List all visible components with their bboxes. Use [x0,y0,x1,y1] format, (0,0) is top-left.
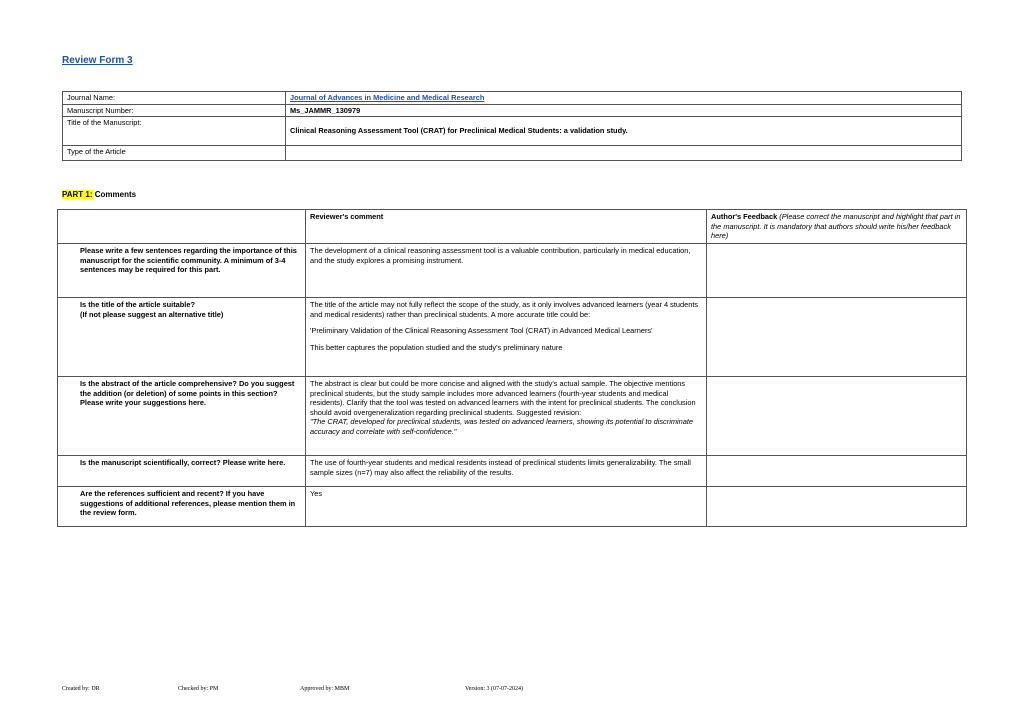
author-feedback-cell[interactable] [707,243,967,297]
info-row-title [63,117,962,146]
header-reviewer-comment: Reviewer's comment [306,210,707,244]
form-title [62,55,133,66]
table-row [58,297,967,376]
part1-rest: Comments [92,190,137,199]
info-row-manuscript [63,104,962,117]
header-author-feedback [707,210,967,244]
question-cell: Are the references sufficient and recent? If you have suggestions of additional references, please mention them in the review form. [58,486,306,526]
info-row-journal [63,92,962,105]
comment-paragraph: This better captures the population studied and the study's preliminary nature [310,342,563,352]
footer-version: Version: 3 (07-07-2024) [465,686,523,692]
reviewer-comment-cell: The use of fourth-year students and medical residents instead of preclinical students limits generalizability. The small sample sizes (n=7) may also affect the reliability of the results. [306,455,707,486]
comment-text: The abstract is clear but could be more concise and aligned with the study's actual sample. The objective mentions preclinical students, but the study sample includes more advanced learners (fourth-year students and medical residents). Clarify that the tool was tested on advanced learners with the intent for preclinical students. The conclusion should avoid overgeneralization regarding preclinical students. Suggested revision: [310,378,696,417]
comment-paragraph: 'Preliminary Validation of the Clinical Reasoning Assessment Tool (CRAT) in Advanced Medical Learners' [310,326,653,336]
reviewer-comment-cell: The development of a clinical reasoning assessment tool is a valuable contribution, particularly in medical education, and the study explores a promising instrument. [306,243,707,297]
comments-table [57,209,967,527]
type-label: Type of the Article [63,146,286,161]
author-feedback-cell[interactable] [707,297,967,376]
table-row [58,243,967,297]
reviewer-comment-cell [306,297,707,376]
manuscript-label: Manuscript Number: [63,104,286,117]
comments-header-row [58,210,967,244]
table-row [58,376,967,455]
part1-heading [62,190,136,199]
author-feedback-cell[interactable] [707,376,967,455]
type-value [286,146,962,161]
question-cell: Is the title of the article suitable? (If not please suggest an alternative title) [58,297,306,376]
question-cell: Is the manuscript scientifically, correct? Please write here. [58,455,306,486]
title-value: Clinical Reasoning Assessment Tool (CRAT) for Preclinical Medical Students: a validation study. [286,117,962,146]
question-cell: Is the abstract of the article comprehensive? Do you suggest the addition (or deletion) of some points in this section? Please write your suggestions here. [58,376,306,455]
comment-paragraph: The title of the article may not fully reflect the scope of the study, as it only involves advanced learners (year 4 students and medical residents) rather than preclinical students. A more accurate title could be: [310,299,699,319]
author-feedback-cell[interactable] [707,486,967,526]
title-label: Title of the Manuscript: [63,117,286,146]
author-feedback-title: Author's Feedback [711,212,778,221]
header-question-cell [58,210,306,244]
footer-checked: Checked by: PM [178,686,219,692]
journal-label: Journal Name: [63,92,286,105]
manuscript-value: Ms_JAMMR_130979 [286,104,962,117]
table-row [58,486,967,526]
manuscript-info-table [62,91,962,161]
info-row-type [63,146,962,161]
part1-highlight: PART 1: [62,190,93,199]
footer-approved: Approved by: MBM [300,686,350,692]
author-feedback-cell[interactable] [707,455,967,486]
form-title-link[interactable]: Review Form 3 [62,55,133,66]
question-cell: Please write a few sentences regarding the importance of this manuscript for the scientific community. A minimum of 3-4 sentences may be required for this part. [58,243,306,297]
comment-suggested-revision: "The CRAT, developed for preclinical students, was tested on advanced learners, showing its potential to discriminate accuracy and correlate with self-confidence." [310,417,694,436]
journal-link[interactable]: Journal of Advances in Medicine and Medical Research [290,93,485,102]
author-feedback-note: (Please correct the manuscript and highlight that part in the manuscript. It is mandatory that authors should write his/her feedback here) [711,212,961,241]
reviewer-comment-cell: Yes [306,486,707,526]
journal-value [286,92,962,105]
table-row [58,455,967,486]
footer-created: Created by: DR [62,686,100,692]
reviewer-comment-cell [306,376,707,455]
